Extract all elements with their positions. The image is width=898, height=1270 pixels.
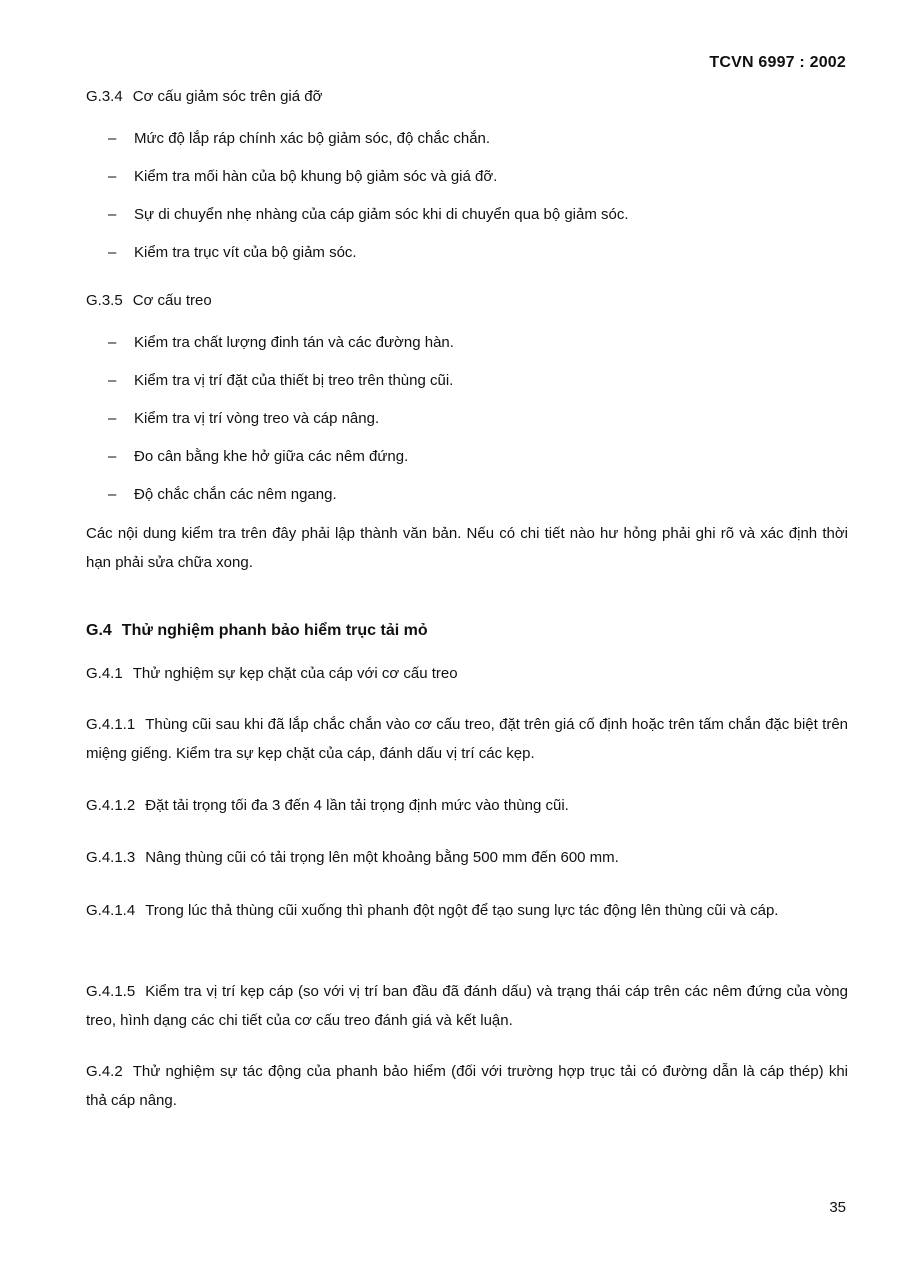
list-item: – Kiểm tra vị trí đặt của thiết bị treo trên thùng cũi. xyxy=(108,372,454,389)
subsection-number: G.3.5 xyxy=(86,292,123,309)
clause-text: Trong lúc thả thùng cũi xuống thì phanh đột ngột để tạo sung lực tác động lên thùng cũi và cáp. xyxy=(145,902,779,919)
section-number: G.4 xyxy=(86,622,112,639)
clause-number: G.4.1.5 xyxy=(86,983,136,1000)
clause-g413 xyxy=(86,843,848,872)
subsection-number: G.3.4 xyxy=(86,88,123,105)
clause-number: G.4.1.3 xyxy=(86,849,136,866)
clause-number: G.4.1.2 xyxy=(86,797,136,814)
subsection-title: Cơ cấu giảm sóc trên giá đỡ xyxy=(132,88,323,105)
clause-text: Thùng cũi sau khi đã lắp chắc chắn vào cơ cấu treo, đặt trên giá cố định hoặc trên tấm chắn đặc biệt trên miệng giếng. Kiểm tra sự kẹp chặt của cáp, đánh dấu vị trí các kẹp. xyxy=(86,716,848,762)
document-code: TCVN 6997 : 2002 xyxy=(709,54,846,71)
subsection-title: Thử nghiệm sự kẹp chặt của cáp với cơ cấu treo xyxy=(132,665,458,682)
subsection-heading-g41 xyxy=(86,665,458,682)
section-title: Thử nghiệm phanh bảo hiểm trục tải mỏ xyxy=(121,622,428,639)
inspection-note-paragraph: Các nội dung kiểm tra trên đây phải lập thành văn bản. Nếu có chi tiết nào hư hỏng phải ghi rõ và xác định thời hạn phải sửa chữa xong. xyxy=(86,525,848,571)
clause-g411 xyxy=(86,710,848,768)
clause-text: Đặt tải trọng tối đa 3 đến 4 lần tải trọng định mức vào thùng cũi. xyxy=(145,797,569,814)
clause-g42 xyxy=(86,1057,848,1115)
list-item: – Sự di chuyển nhẹ nhàng của cáp giảm sóc khi di chuyển qua bộ giảm sóc. xyxy=(108,206,629,223)
clause-number: G.4.1.1 xyxy=(86,716,136,733)
clause-number: G.4.1.4 xyxy=(86,902,136,919)
list-item: – Mức độ lắp ráp chính xác bộ giảm sóc, độ chắc chắn. xyxy=(108,130,491,147)
subsection-heading-g34 xyxy=(86,88,322,105)
clause-text: Thử nghiệm sự tác động của phanh bảo hiểm (đối với trường hợp trục tải có đường dẫn là cáp thép) khi thả cáp nâng. xyxy=(86,1063,848,1109)
subsection-number: G.4.1 xyxy=(86,665,123,682)
subsection-title: Cơ cấu treo xyxy=(132,292,212,309)
clause-g412 xyxy=(86,791,848,820)
list-item: – Kiểm tra trục vít của bộ giảm sóc. xyxy=(108,244,357,261)
clause-g414 xyxy=(86,896,848,925)
list-item: – Đo cân bằng khe hở giữa các nêm đứng. xyxy=(108,448,409,465)
clause-g415 xyxy=(86,977,848,1035)
clause-text: Nâng thùng cũi có tải trọng lên một khoảng bằng 500 mm đến 600 mm. xyxy=(145,849,619,866)
list-item: – Độ chắc chắn các nêm ngang. xyxy=(108,486,337,503)
list-item: – Kiểm tra vị trí vòng treo và cáp nâng. xyxy=(108,410,380,427)
clause-text: Kiểm tra vị trí kẹp cáp (so với vị trí ban đầu đã đánh dấu) và trạng thái cáp trên các nêm đứng của vòng treo, hình dạng các chi tiết của cơ cấu treo đánh giá và kết luận. xyxy=(86,983,848,1029)
subsection-heading-g35 xyxy=(86,292,212,309)
list-item: – Kiểm tra mối hàn của bộ khung bộ giảm sóc và giá đỡ. xyxy=(108,168,498,185)
page-number: 35 xyxy=(829,1199,846,1216)
list-item: – Kiểm tra chất lượng đinh tán và các đường hàn. xyxy=(108,334,454,351)
section-heading-g4 xyxy=(86,622,428,640)
clause-number: G.4.2 xyxy=(86,1063,123,1080)
